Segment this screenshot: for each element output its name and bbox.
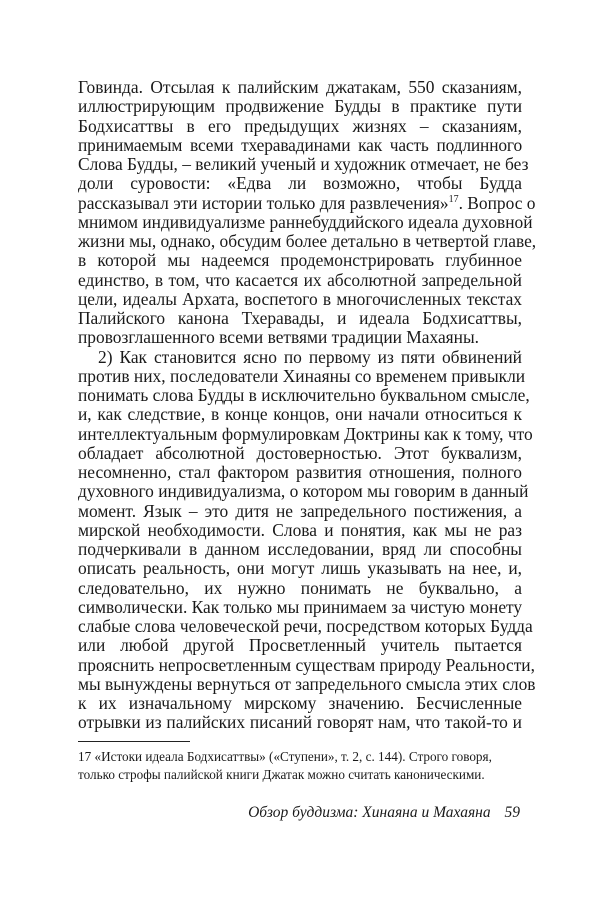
footnote-line: только строфы палийской книги Джатак можно считать каноническими. [78, 767, 485, 782]
text-line: 2) Как становится ясно по первому из пяти обвинений [98, 346, 522, 367]
text-line: против них, последователи Хинаяны со временем привыкли [78, 365, 526, 386]
running-footer [248, 804, 520, 822]
text-line: следовательно, их нужно понимать не буквально, а [78, 577, 522, 598]
text-line: духовного индивидуализма, о котором мы говорим в данный [78, 481, 529, 502]
text-line: к их изначальному мирскому значению. Бесчисленные [78, 693, 522, 713]
text-line: мы вынуждены вернуться от запредельного смысла этих слов [78, 673, 536, 694]
text-line: несомненно, стал фактором развития отношения, полного [78, 462, 522, 482]
text-line: подчеркивали в данном исследовании, вряд ли способны [78, 539, 522, 559]
text-line: обладает абсолютной достоверностью. Этот буквализм, [78, 442, 522, 463]
paragraph-2 [78, 346, 536, 733]
text-line: Говинда. Отсылая к палийским джатакам, 550 сказаниям, [78, 77, 522, 97]
text-line: или любой другой Просветленный учитель пытается [78, 635, 522, 656]
text-fragment: . Вопрос о [458, 192, 536, 213]
text-line: иллюстрирующим продвижение Будды в практике пути [78, 96, 522, 117]
text-line: жизни мы, однако, обсудим более детально в четвертой главе, [78, 231, 537, 251]
paragraph-1 [78, 77, 537, 348]
text-line: понимать слова Будды в исключительно буквальном смысле, [78, 385, 530, 405]
footnote-line: 17 «Истоки идеала Бодхисаттвы» («Ступени», т. 2, с. 144). Строго говоря, [78, 749, 492, 764]
text-line: символически. Как только мы принимаем за чистую монету [78, 596, 523, 617]
text-line: отрывки из палийских писаний говорят нам, что такой-то и [78, 712, 522, 733]
text-line: момент. Язык – это дитя не запредельного постижения, а [78, 500, 522, 521]
text-line: цели, идеалы Архата, воспетого в многочисленных текстах [78, 288, 522, 309]
text-line: и, как следствие, в конце концов, они начали относиться к [78, 404, 522, 425]
running-title: Обзор буддизма: Хинаяна и Махаяна [248, 804, 491, 821]
text-line: прояснить непросветленным существам природу Реальности, [78, 654, 535, 675]
text-line: Палийского канона Тхеравады, и идеала Бодхисаттвы, [78, 308, 522, 328]
text-line: интеллектуальным формулировкам Доктрины как к тому, что [78, 423, 533, 444]
text-line: единство, в том, что касается их абсолютной запредельной [78, 269, 522, 290]
text-line: слабые слова человеческой речи, посредством которых Будда [78, 616, 533, 636]
text-line: описать реальность, они могут лишь указывать на нее, и, [78, 558, 522, 579]
footnote-reference[interactable]: 17 [448, 193, 459, 205]
text-line: в которой мы надеемся продемонстрировать глубинное [78, 250, 522, 271]
footnote [78, 748, 522, 784]
text-line: провозглашенного всеми ветвями традиции Махаяны. [78, 327, 480, 348]
main-text [78, 77, 537, 733]
text-line: доли суровости: «Едва ли возможно, чтобы Будда [78, 173, 522, 194]
page-number: 59 [504, 804, 520, 821]
text-line-with-footnote [78, 192, 536, 213]
text-line: мнимом индивидуализме раннебуддийского идеала духовной [78, 211, 533, 232]
text-line: Бодхисаттвы в его предыдущих жизнях – сказаниям, [78, 115, 522, 136]
footnote-divider [78, 741, 190, 742]
text-line: Слова Будды, – великий ученый и художник отмечает, не без [78, 154, 529, 174]
text-line: принимаемым всеми тхеравадинами как часть подлинного [78, 134, 522, 155]
text-line: мирской необходимости. Слова и понятия, как мы не раз [78, 519, 522, 540]
text-fragment: рассказывал эти истории только для развлечения» [78, 192, 449, 213]
